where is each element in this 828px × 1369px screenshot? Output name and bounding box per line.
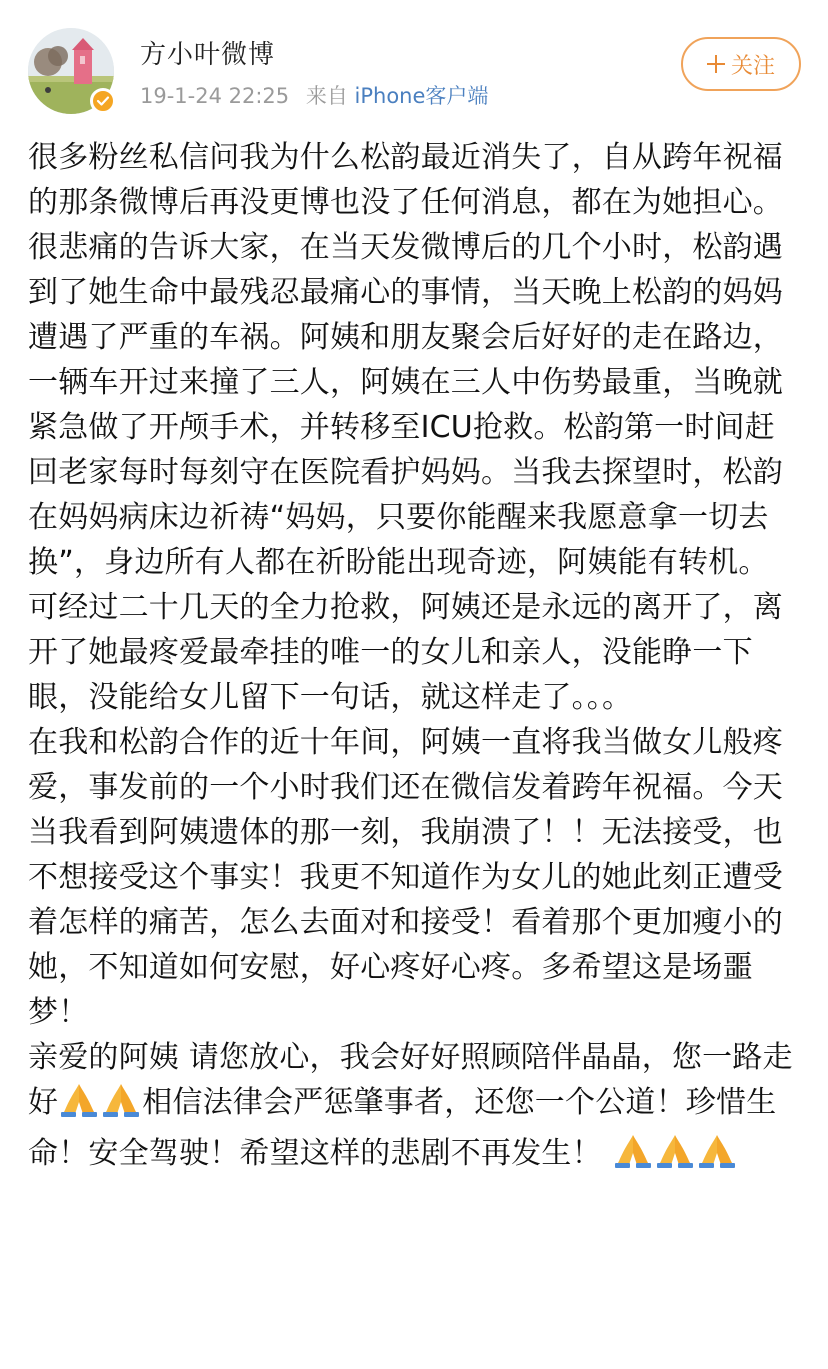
verified-badge-icon <box>90 88 116 114</box>
post-meta <box>140 82 488 110</box>
folded-hands-icon <box>613 1131 653 1169</box>
post-paragraph: 很多粉丝私信问我为什么松韵最近消失了，自从跨年祝福的那条微博后再没更博也没了任何消息，都在为她担心。很悲痛的告诉大家，在当天发微博后的几个小时，松韵遇到了她生命中最残忍最痛心的事情，当天晚上松韵的妈妈遭遇了严重的车祸。阿姨和朋友聚会后好好的走在路边，一辆车开过来撞了三人，阿姨在三人中伤势最重，当晚就紧急做了开颅手术，并转移至ICU抢救。松韵第一时间赶回老家每时每刻守在医院看护妈妈。当我去探望时，松韵在妈妈病床边祈祷“妈妈，只要你能醒来我愿意拿一切去换”，身边所有人都在祈盼能出现奇迹，阿姨能有转机。 <box>28 140 783 580</box>
author-name[interactable]: 方小叶微博 <box>140 40 276 70</box>
source-link[interactable]: iPhone客户端 <box>354 84 489 108</box>
follow-button[interactable] <box>681 37 801 91</box>
folded-hands-icon <box>655 1131 695 1169</box>
follow-button-label: 关注 <box>730 53 775 79</box>
emoji-group <box>58 1080 142 1131</box>
post-body <box>28 135 803 1182</box>
post-header <box>0 0 828 125</box>
post-paragraph-last <box>28 1035 803 1182</box>
folded-hands-icon <box>59 1080 99 1118</box>
folded-hands-icon <box>697 1131 737 1169</box>
post-paragraph: 可经过二十几天的全力抢救，阿姨还是永远的离开了，离开了她最疼爱最牵挂的唯一的女儿和亲人，没能睁一下眼，没能给女儿留下一句话，就这样走了。。。 <box>28 590 783 715</box>
post-paragraph: 在我和松韵合作的近十年间，阿姨一直将我当做女儿般疼爱，事发前的一个小时我们还在微信发着跨年祝福。今天当我看到阿姨遗体的那一刻，我崩溃了！！无法接受，也不想接受这个事实！我更不知道作为女儿的她此刻正遭受着怎样的痛苦，怎么去面对和接受！看着那个更加瘦小的她，不知道如何安慰，好心疼好心疼。多希望这是场噩梦！ <box>28 725 783 1030</box>
folded-hands-icon <box>101 1080 141 1118</box>
avatar[interactable] <box>28 28 114 114</box>
post-text-segment: 亲爱的阿姨 请您放心，我会好好照顾陪伴晶晶，您一路走好 <box>28 1040 793 1120</box>
emoji-group <box>612 1131 738 1182</box>
source-prefix: 来自 <box>305 84 348 108</box>
post-text-segment: 相信法律会严惩肇事者，还您一个公道！珍惜生命！安全驾驶！希望这样的悲剧不再发生！ <box>28 1085 777 1171</box>
plus-icon <box>707 55 725 73</box>
post-time: 19-1-24 22:25 <box>140 84 290 108</box>
